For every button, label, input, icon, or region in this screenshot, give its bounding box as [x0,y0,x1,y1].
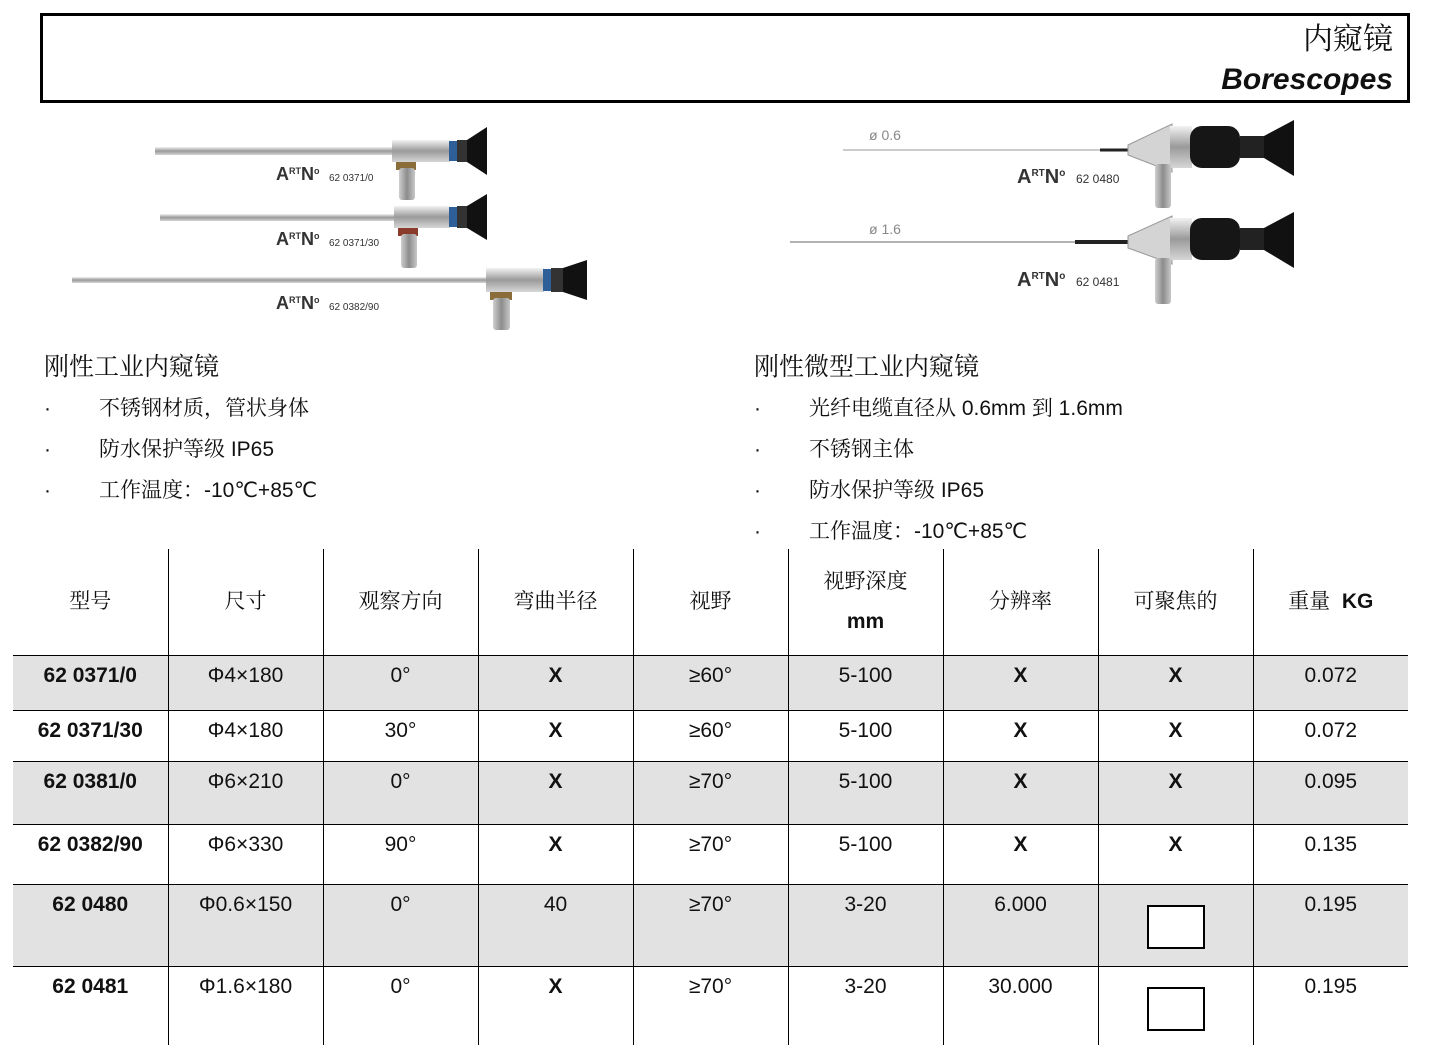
col-header-label: 可聚焦的 [1133,590,1218,613]
col-header-label: 弯曲半径 [513,590,598,613]
table-row [13,656,1408,711]
cell-bend: X [478,711,633,762]
borescope-image-62-0480 [843,120,1294,208]
cell-fov: ≥60° [633,656,788,711]
col-header-depth [788,549,943,656]
col-header-size [168,549,323,656]
cell-weight: 0.072 [1253,656,1408,711]
feature-list-micro [754,396,1123,560]
cell-model: 62 0480 [13,885,168,967]
borescope-image-62-0371-0 [155,127,487,200]
cell-view: 90° [323,825,478,885]
depth-unit: mm [846,610,885,633]
cell-depth: 5-100 [788,711,943,762]
cell-view: 0° [323,967,478,1045]
table-row [13,967,1408,1045]
cell-res: X [943,762,1098,825]
cell-bend: X [478,967,633,1045]
cell-size: Φ6×210 [168,762,323,825]
list-item [44,478,317,519]
cell-model: 62 0371/0 [13,656,168,711]
header-title-en: Borescopes [1221,63,1393,96]
brand-logo: $A^{RT}N^o$ [1017,166,1066,188]
col-header-focus [1098,549,1253,656]
cell-weight: 0.135 [1253,825,1408,885]
cell-res: 30.000 [943,967,1098,1045]
diameter-label: ø 0.6 [869,127,901,143]
table-row [13,762,1408,825]
cell-fov: ≥70° [633,825,788,885]
weight-unit: KG [1341,590,1374,613]
brand-logo: $A^{RT}N^o$ [276,164,320,184]
cell-depth: 5-100 [788,656,943,711]
image-label: 62 0481 [1076,275,1120,289]
cell-weight: 0.195 [1253,885,1408,967]
list-item [754,437,1123,478]
list-item [44,437,317,478]
focus-checkbox[interactable] [1147,987,1205,1031]
list-item-text: 光纤电缆直径从 0.6mm 到 1.6mm [809,397,1123,420]
bullet-icon: · [754,438,761,461]
cell-focus: X [1098,762,1253,825]
table-row [13,885,1408,967]
cell-size: Φ1.6×180 [168,967,323,1045]
product-images [0,0,1435,345]
cell-fov: ≥60° [633,711,788,762]
col-header-weight [1253,549,1408,656]
focus-checkbox[interactable] [1147,905,1205,949]
cell-fov: ≥70° [633,885,788,967]
cell-model: 62 0382/90 [13,825,168,885]
table-row [13,711,1408,762]
bullet-icon: · [754,479,761,502]
brand-logo: $A^{RT}N^o$ [1017,269,1066,291]
brand-logo: $A^{RT}N^o$ [276,229,320,249]
col-header-label: 观察方向 [358,590,443,613]
col-header-label: 尺寸 [224,590,267,613]
cell-focus [1098,967,1253,1045]
cell-depth: 3-20 [788,885,943,967]
cell-weight: 0.095 [1253,762,1408,825]
cell-depth: 3-20 [788,967,943,1045]
col-header-label: 型号 [69,590,112,613]
cell-view: 0° [323,762,478,825]
bullet-icon: · [44,479,51,502]
cell-focus: X [1098,711,1253,762]
cell-depth: 5-100 [788,762,943,825]
bullet-icon: · [754,520,761,543]
feature-list-rigid [44,396,317,519]
col-header-view [323,549,478,656]
image-label: 62 0371/0 [329,173,374,184]
spec-table [13,549,1408,1045]
list-item [44,396,317,437]
col-header-res [943,549,1098,656]
col-header-fov [633,549,788,656]
cell-res: X [943,825,1098,885]
cell-fov: ≥70° [633,967,788,1045]
cell-size: Φ0.6×150 [168,885,323,967]
cell-bend: 40 [478,885,633,967]
list-item-text: 工作温度：-10℃+85℃ [99,479,318,502]
list-item-text: 防水保护等级 IP65 [809,479,985,502]
list-item-text: 不锈钢材质，管状身体 [99,397,309,420]
cell-weight: 0.195 [1253,967,1408,1045]
image-label: 62 0480 [1076,172,1120,186]
cell-res: X [943,711,1098,762]
list-item-text: 防水保护等级 IP65 [99,438,275,461]
col-header-bend [478,549,633,656]
col-header-model [13,549,168,656]
cell-view: 0° [323,656,478,711]
list-item-text: 工作温度：-10℃+85℃ [809,520,1028,543]
cell-size: Φ4×180 [168,656,323,711]
header-title-cn: 内窥镜 [1303,23,1393,56]
borescope-image-62-0481 [790,212,1294,304]
cell-size: Φ6×330 [168,825,323,885]
borescope-image-62-0371-30 [160,194,487,268]
col-header-label: 分辨率 [989,590,1052,613]
col-header-label: 重量 [1288,590,1331,613]
image-label: 62 0382/90 [329,302,380,313]
cell-model: 62 0371/30 [13,711,168,762]
cell-weight: 0.072 [1253,711,1408,762]
borescope-image-62-0382-90 [72,260,587,330]
diameter-label: ø 1.6 [869,221,901,237]
cell-view: 30° [323,711,478,762]
cell-focus: X [1098,656,1253,711]
list-item [754,396,1123,437]
brand-logo: $A^{RT}N^o$ [276,293,320,313]
cell-fov: ≥70° [633,762,788,825]
cell-focus [1098,885,1253,967]
col-header-label: 视野深度 [823,570,908,593]
cell-model: 62 0481 [13,967,168,1045]
image-label: 62 0371/30 [329,238,380,249]
bullet-icon: · [754,397,761,420]
cell-view: 0° [323,885,478,967]
cell-res: 6.000 [943,885,1098,967]
cell-bend: X [478,825,633,885]
cell-size: Φ4×180 [168,711,323,762]
cell-bend: X [478,656,633,711]
table-header-row [13,549,1408,656]
section-title-micro: 刚性微型工业内窥镜 [754,353,980,381]
list-item [754,478,1123,519]
bullet-icon: · [44,397,51,420]
table-row [13,825,1408,885]
cell-model: 62 0381/0 [13,762,168,825]
cell-focus: X [1098,825,1253,885]
section-title-rigid: 刚性工业内窥镜 [44,353,220,381]
cell-bend: X [478,762,633,825]
bullet-icon: · [44,438,51,461]
cell-res: X [943,656,1098,711]
col-header-label: 视野 [689,590,732,613]
cell-depth: 5-100 [788,825,943,885]
list-item-text: 不锈钢主体 [809,438,914,461]
